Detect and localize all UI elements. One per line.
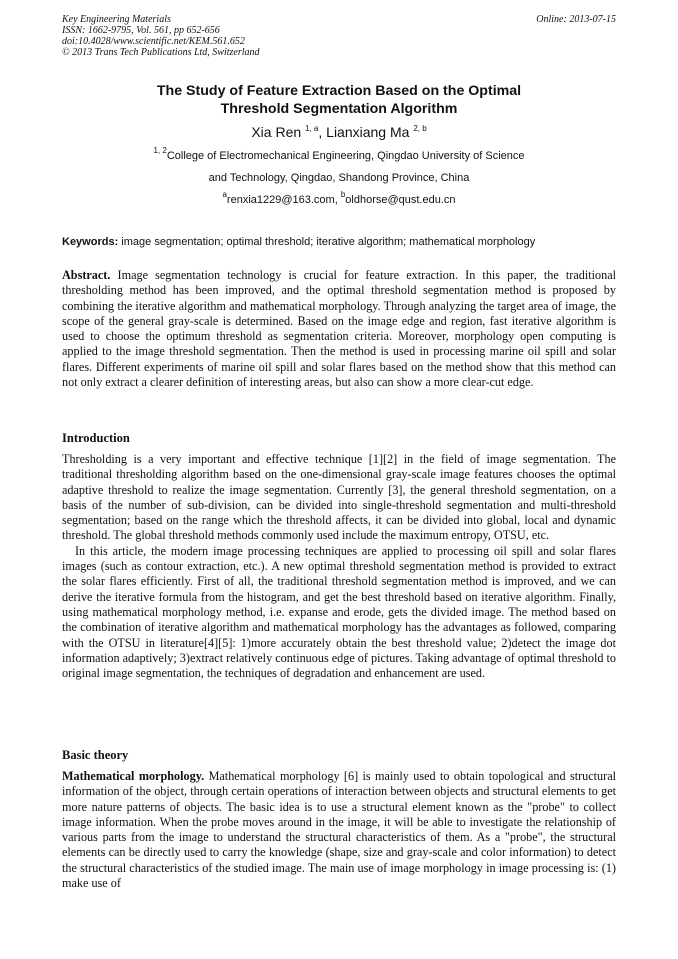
introduction-body bbox=[62, 452, 616, 681]
introduction-heading: Introduction bbox=[62, 431, 130, 445]
email-a-sup: a bbox=[222, 190, 227, 199]
morphology-text: Mathematical morphology [6] is mainly used to obtain topological and structural information of the object, through certain operations of interaction between objects and structural elements to get more nature patterns of objects. The basic idea is to use a structural element known as the "probe" to collect image information. When the probe moves around in the image, it will be able to investigate the relationship of various parts from the image to understand the structural characteristics of them. As a "probe", the structural elements can be directly used to carry the knowledge (shape, size and gray-scale and color information) to detect the structural characteristics of the studied image. The main use of image morphology in image processing is: (1) make use of bbox=[62, 769, 616, 891]
issn-line: ISSN: 1662-9795, Vol. 561, pp 652-656 bbox=[62, 25, 220, 36]
journal-header bbox=[62, 14, 616, 58]
author-1-affil: 1, a bbox=[305, 124, 319, 133]
author-1: Xia Ren bbox=[251, 124, 302, 140]
email-line bbox=[62, 190, 616, 207]
author-2: Lianxiang Ma bbox=[326, 124, 410, 140]
doi-line: doi:10.4028/www.scientific.net/KEM.561.652 bbox=[62, 36, 245, 47]
title-line-2: Threshold Segmentation Algorithm bbox=[220, 101, 458, 117]
introduction-para-2: In this article, the modern image processing techniques are applied to processing oil spill and solar flares images (such as contour extraction, etc.). A new optimal threshold segmentation method is provided to extract the solar flares efficiently. First of all, the traditional threshold segmentation method is improved, and we can derive the iterative formula from the histogram, and get the best threshold based on iterative algorithm. Finally, using mathematical morphology method, i.e. expanse and erode, gets the divided image. The method based on the combination of iterative algorithm and mathematical morphology has the advantages as followed, comparing with the OTSU in literature[4][5]: 1)more accurately obtain the best threshold value; 2)detect the image dot information adaptively; 3)extract relatively continuous edge of pictures. Taking advantage of optimal threshold to original image segmentation, the techniques of degradation and enhancement are used. bbox=[62, 543, 616, 681]
email-b: oldhorse@qust.edu.cn bbox=[345, 194, 456, 206]
copyright-line: © 2013 Trans Tech Publications Ltd, Switzerland bbox=[62, 47, 260, 58]
basic-theory-heading: Basic theory bbox=[62, 748, 129, 762]
abstract bbox=[62, 268, 616, 390]
affiliation-line-2: and Technology, Qingdao, Shandong Province, China bbox=[208, 172, 470, 184]
paper-title bbox=[62, 82, 616, 118]
affiliation-sup: 1, 2 bbox=[153, 146, 167, 155]
affiliation-text-1: College of Electromechanical Engineering, Qingdao University of Science bbox=[166, 150, 525, 162]
email-a: renxia1229@163.com, bbox=[226, 194, 341, 206]
journal-name: Key Engineering Materials bbox=[62, 14, 171, 25]
morphology-label: Mathematical morphology. bbox=[62, 769, 205, 783]
keywords-text: image segmentation; optimal threshold; iterative algorithm; mathematical morphology bbox=[118, 236, 536, 248]
keywords-label: Keywords: bbox=[62, 236, 119, 248]
title-line-1: The Study of Feature Extraction Based on the Optimal bbox=[156, 83, 522, 99]
online-date: Online: 2013-07-15 bbox=[536, 14, 616, 25]
abstract-text: Image segmentation technology is crucial for feature extraction. In this paper, the traditional thresholding method has been improved, and the optimal threshold segmentation method is proposed by combining the iterative algorithm and mathematical morphology. Through analyzing the target area of image, the scope of the general gray-scale is determined. Based on the image edge and region, fast iterative algorithm is used to choose the optimum threshold as segmentation criteria. Moreover, morphology open computing is applied to the image threshold segmentation. Then the method is used in processing marine oil spill and solar flares. Different experiments of marine oil spill and solar flares based on the method show that this method can not only extract a clearer definition of interesting areas, but also can show a more clear-cut edge. bbox=[62, 268, 616, 390]
introduction-para-1: Thresholding is a very important and effective technique [1][2] in the field of image segmentation. The traditional thresholding algorithm based on the one-dimensional gray-scale image features chooses the optimal adaptive threshold to realize the image segmentation. Currently [3], the general threshold segmentation, on a basis of the number of sub-division, can be divided into single-threshold segmentation and multi-threshold segmentation; based on the range which the threshold affects, it can be divided into global, local and dynamic threshold. The global threshold methods commonly used include the maximum entropy, OTSU, etc. bbox=[62, 452, 616, 543]
email-b-sup: b bbox=[340, 190, 346, 199]
keywords bbox=[62, 235, 622, 249]
author-list bbox=[62, 123, 616, 141]
basic-theory-body bbox=[62, 769, 616, 891]
affiliation-line-1 bbox=[62, 146, 616, 163]
author-separator: , bbox=[318, 124, 327, 140]
author-2-affil: 2, b bbox=[413, 124, 427, 133]
abstract-label: Abstract. bbox=[62, 268, 111, 282]
